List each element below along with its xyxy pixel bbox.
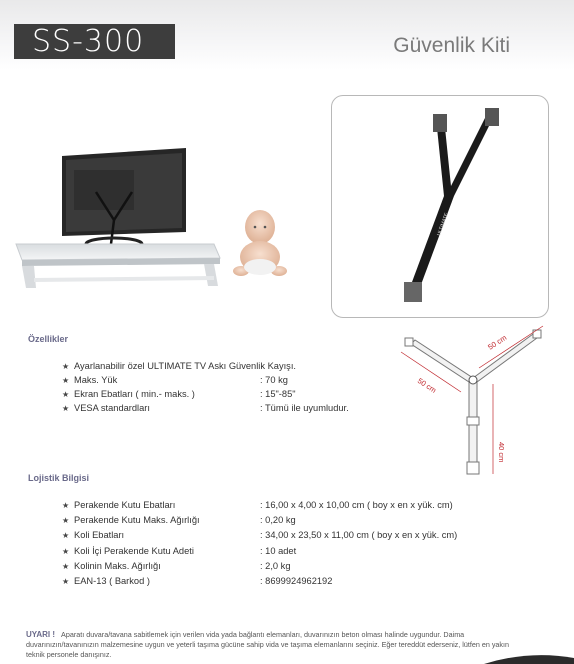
logistics-value: : 16,00 x 4,00 x 10,00 cm ( boy x en x yük. cm) bbox=[260, 500, 453, 510]
star-bullet-icon: ★ bbox=[62, 531, 70, 541]
tv-stand-photo bbox=[14, 140, 224, 290]
feature-label: VESA standardları bbox=[74, 403, 150, 413]
feature-row bbox=[62, 361, 296, 371]
logistics-label: EAN-13 ( Barkod ) bbox=[74, 576, 150, 586]
feature-value: : Tümü ile uyumludur. bbox=[260, 403, 349, 413]
logistics-value: : 10 adet bbox=[260, 545, 297, 556]
warning-text: Aparatı duvara/tavana sabitlemek için verilen vida yada bağlantı elemanları, duvarınızın beton olması halinde uygundur. Daima duvarınızın/tavanınızın malzemesine uygun ve yeterli taşıma gücüne sahip vida ve taşıma elemanlarını seçiniz. Eğer tereddüt ederseniz, lütfen en yakın teknik personele danışınız. bbox=[26, 630, 510, 659]
dim-left-label: 50 cm bbox=[415, 376, 438, 395]
feature-row bbox=[62, 375, 288, 385]
baby-photo bbox=[225, 205, 295, 285]
logistics-row bbox=[62, 515, 296, 525]
logistics-value: : 8699924962192 bbox=[260, 576, 333, 586]
star-bullet-icon: ★ bbox=[62, 501, 70, 510]
logistics-label: Perakende Kutu Ebatları bbox=[74, 500, 176, 510]
logistics-label: Perakende Kutu Maks. Ağırlığı bbox=[74, 515, 200, 526]
strap-photo bbox=[332, 96, 548, 317]
feature-label: Ayarlanabilir özel ULTIMATE TV Askı Güvenlik Kayışı. bbox=[74, 361, 296, 371]
logistics-row bbox=[62, 500, 453, 510]
star-bullet-icon: ★ bbox=[62, 546, 70, 556]
warning-note bbox=[26, 630, 526, 660]
logistics-value: : 34,00 x 23,50 x 11,00 cm ( boy x en x yük. cm) bbox=[260, 530, 458, 541]
star-bullet-icon: ★ bbox=[62, 577, 70, 586]
star-bullet-icon: ★ bbox=[62, 404, 70, 413]
feature-label: Maks. Yük bbox=[74, 375, 118, 385]
logistics-label: Kolinin Maks. Ağırlığı bbox=[74, 560, 161, 571]
feature-row bbox=[62, 389, 296, 399]
star-bullet-icon: ★ bbox=[62, 390, 70, 399]
strap-photo-frame bbox=[331, 95, 549, 318]
strap-label: ULTIMATE bbox=[436, 212, 451, 237]
dim-vertical-label: 40 cm bbox=[497, 442, 506, 463]
features-heading: Özellikler bbox=[28, 334, 69, 344]
product-title: Güvenlik Kiti bbox=[393, 34, 510, 57]
logistics-value: : 0,20 kg bbox=[260, 515, 296, 526]
star-bullet-icon: ★ bbox=[62, 561, 70, 571]
logistics-heading: Lojistik Bilgisi bbox=[28, 473, 90, 483]
logistics-label: Koli Ebatları bbox=[74, 530, 125, 541]
logistics-row bbox=[62, 530, 457, 540]
model-badge: SS-300 bbox=[14, 24, 175, 59]
feature-row bbox=[62, 403, 349, 413]
feature-value: : 15"-85" bbox=[260, 389, 296, 399]
dim-right-label: 50 cm bbox=[486, 332, 509, 352]
logistics-row bbox=[62, 546, 296, 556]
star-bullet-icon: ★ bbox=[62, 362, 70, 371]
corner-decoration bbox=[484, 654, 574, 664]
logistics-value: : 2,0 kg bbox=[260, 560, 291, 571]
warning-label: UYARI ! bbox=[26, 630, 56, 639]
logistics-row bbox=[62, 576, 332, 586]
logistics-row bbox=[62, 561, 291, 571]
feature-value: : 70 kg bbox=[260, 375, 288, 385]
star-bullet-icon: ★ bbox=[62, 516, 70, 526]
dimension-diagram bbox=[395, 322, 565, 487]
star-bullet-icon: ★ bbox=[62, 376, 70, 385]
feature-label: Ekran Ebatları ( min.- maks. ) bbox=[74, 389, 195, 399]
logistics-label: Koli İçi Perakende Kutu Adeti bbox=[74, 545, 194, 556]
